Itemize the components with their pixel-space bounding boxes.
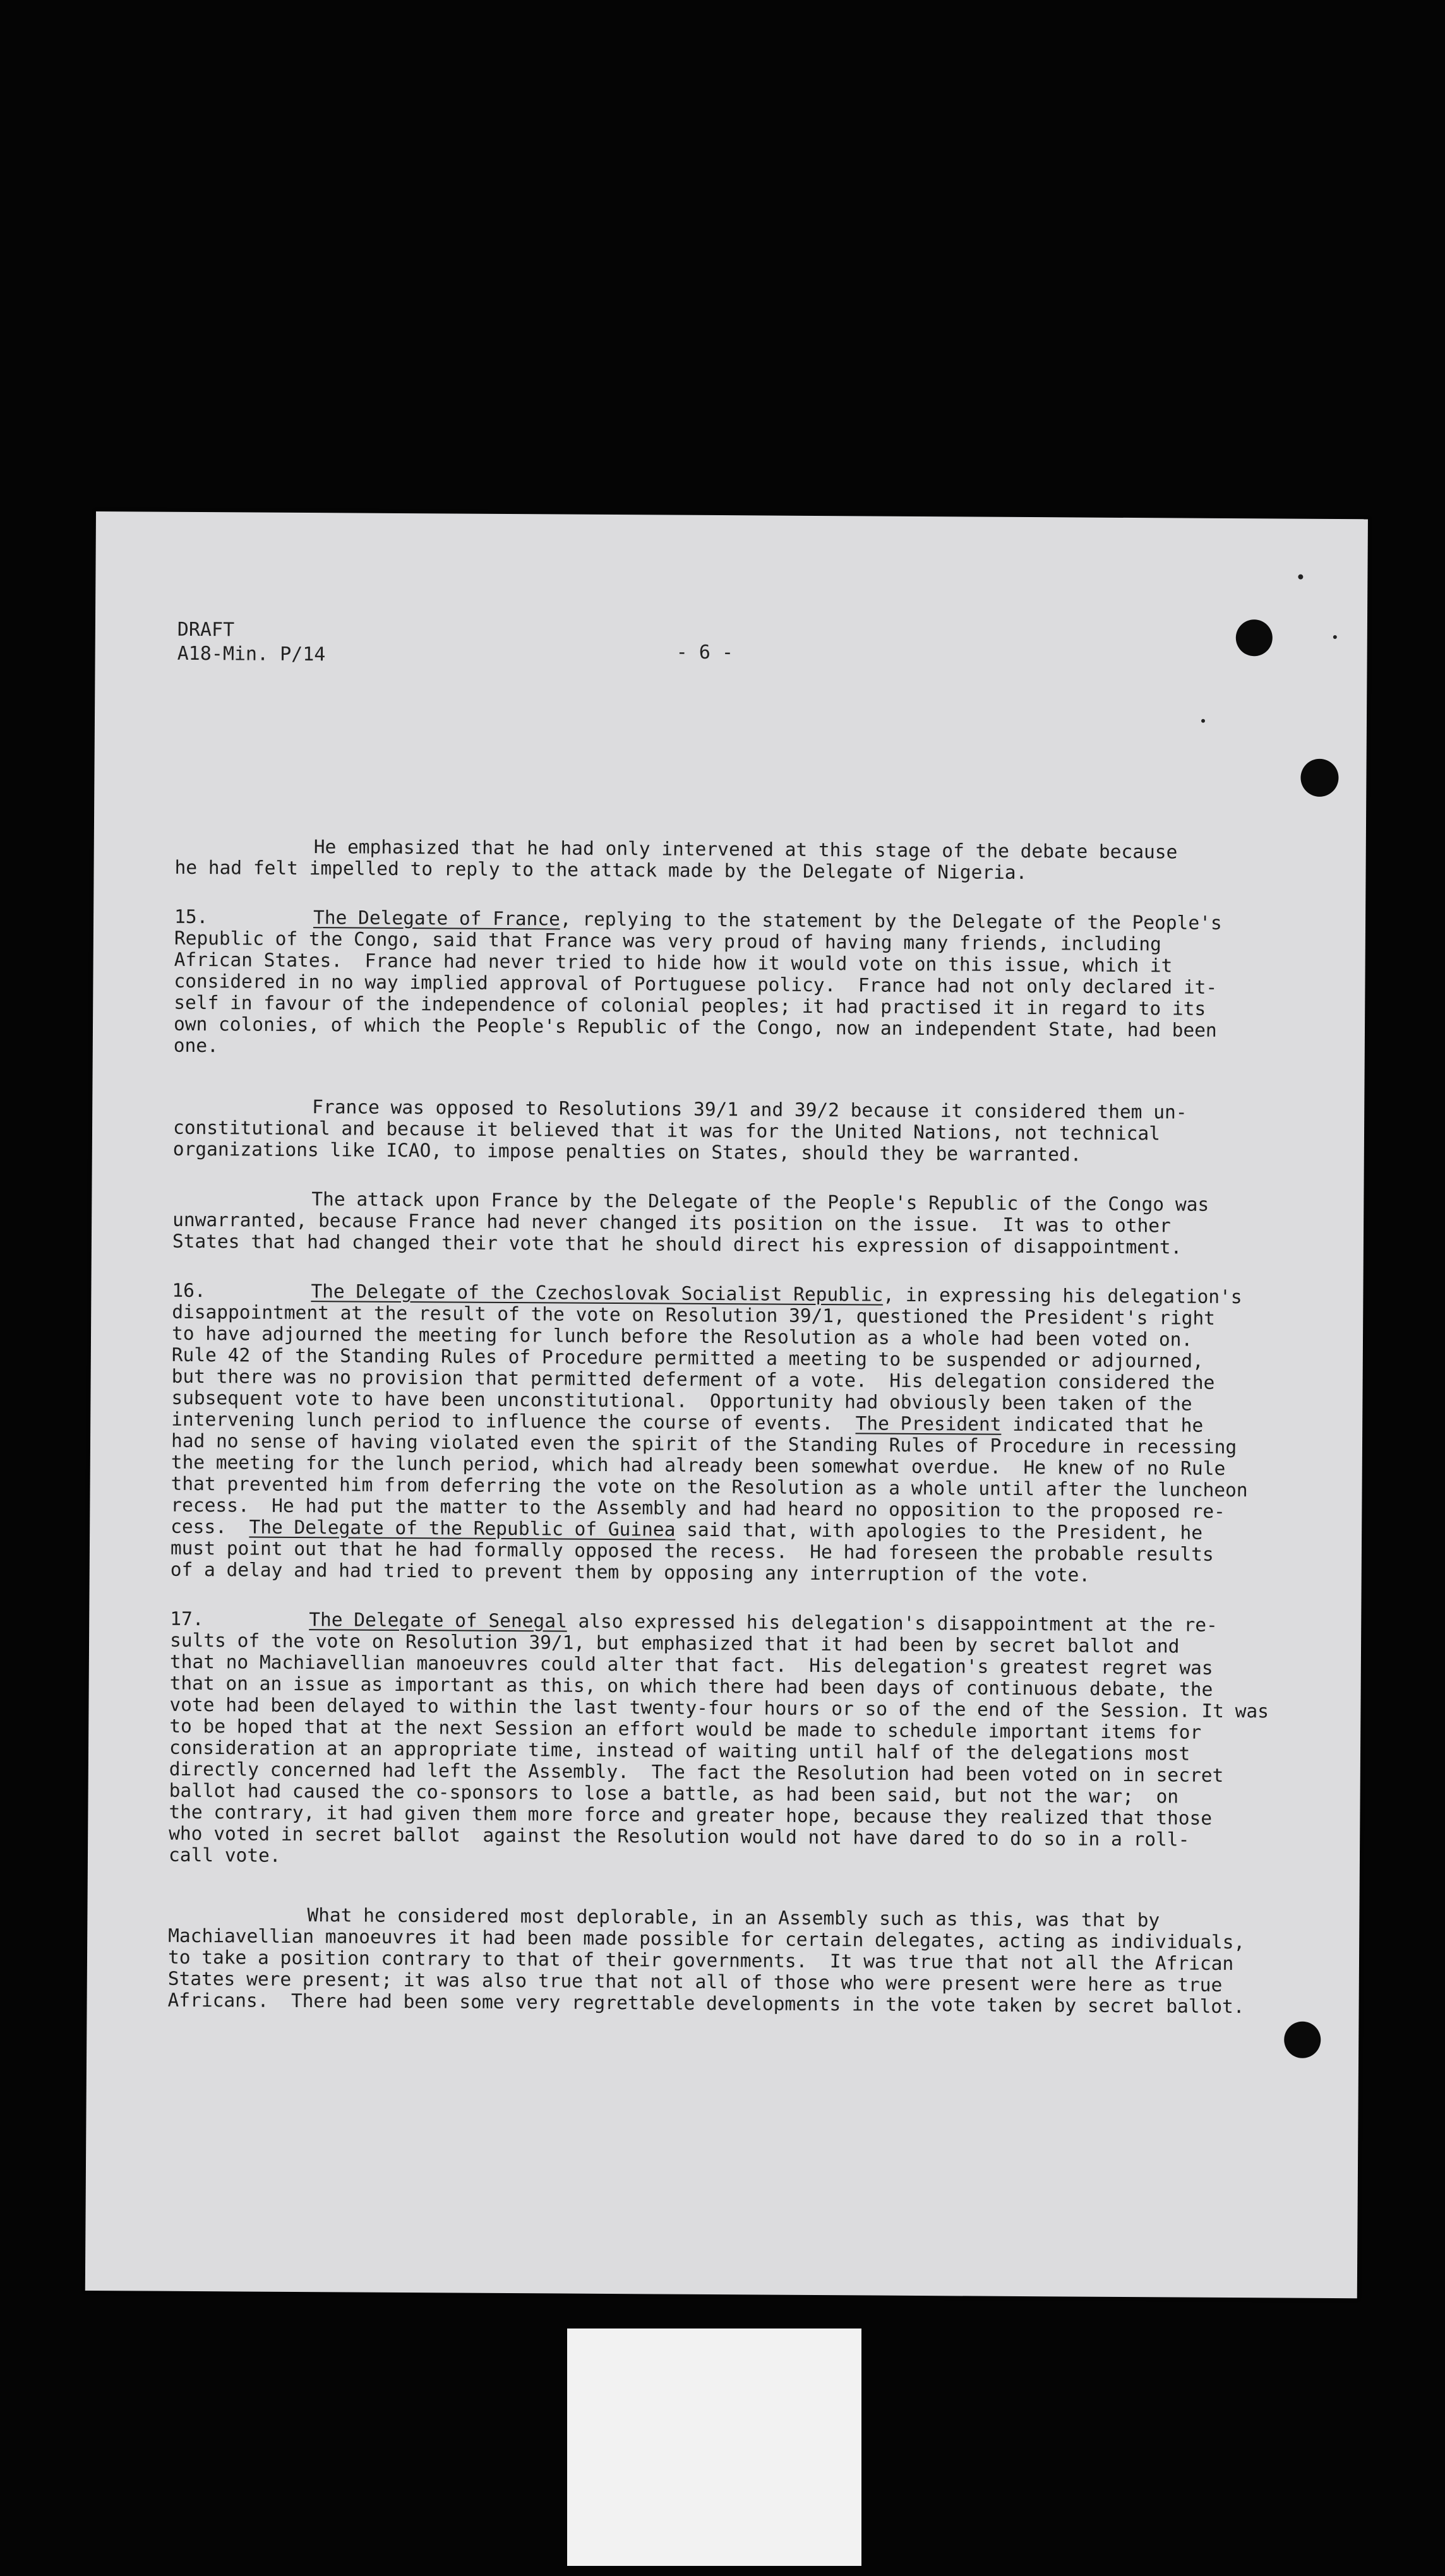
paragraph-15 <box>174 906 1355 1063</box>
text-line: , replying to the statement by the Delegate of the People's <box>560 908 1222 934</box>
text-line: vote had been delayed to within the last twenty-four hours or so of the end of the Session. It was <box>169 1693 1269 1722</box>
paragraph-15b <box>173 1095 1355 1167</box>
text-line: that prevented him from deferring the vote on the Resolution as a whole until after the luncheon <box>171 1472 1248 1501</box>
text-line: to have adjourned the meeting for lunch before the Resolution as a whole had been voted on. <box>171 1322 1193 1351</box>
text-line: had no sense of having violated even the spirit of the Standing Rules of Procedure in recessing <box>171 1429 1237 1458</box>
text-line: he had felt impelled to reply to the attack made by the Delegate of Nigeria. <box>174 856 1028 884</box>
text-line: African States. France had never tried to hide how it would vote on this issue, which it <box>174 948 1173 977</box>
text-line: ballot had caused the co-sponsors to lose a battle, as had been said, but not the war; on <box>169 1779 1179 1808</box>
speck <box>1298 575 1303 580</box>
text-line: own colonies, of which the People's Republic of the Congo, now an independent State, had been <box>173 1013 1217 1041</box>
binder-hole-top <box>1236 619 1273 656</box>
paragraph-number: 17. <box>170 1607 204 1630</box>
text-line: indicated that he <box>1001 1413 1204 1436</box>
text-line: Africans. There had been some very regrettable developments in the vote taken by secret ballot. <box>167 1989 1245 2018</box>
text-line: recess. He had put the matter to the Assembly and had heard no opposition to the proposed re- <box>171 1494 1225 1522</box>
paragraph-17 <box>169 1608 1351 1873</box>
text-line: that on an issue as important as this, on which there had been days of continuous debate, the <box>169 1672 1213 1700</box>
text-line: of a delay and had tried to prevent them by opposing any interruption of the vote. <box>170 1558 1091 1586</box>
text-line: constitutional and because it believed that it was for the United Nations, not technical <box>172 1116 1161 1145</box>
document-reference: A18-Min. P/14 <box>177 642 326 666</box>
text-line: must point out that he had formally opposed the recess. He had foreseen the probable results <box>170 1537 1214 1565</box>
speck <box>1333 635 1337 639</box>
paragraph-16 <box>171 1280 1353 1587</box>
text-line: States that had changed their vote that he should direct his expression of disappointment. <box>172 1230 1182 1258</box>
text-line: unwarranted, because France had never changed its position on the issue. It was to other <box>172 1208 1171 1237</box>
text-line: States were present; it was also true that not all of those who were present were here as true <box>167 1967 1223 1996</box>
document-page <box>85 511 1368 2298</box>
text-line: that no Machiavellian manoeuvres could alter that fact. His delegation's greatest regret was <box>169 1650 1213 1679</box>
text-line: said that, with apologies to the President, he <box>675 1518 1203 1544</box>
text-line: consideration at an appropriate time, instead of waiting until half of the delegations most <box>169 1736 1190 1765</box>
speaker-name: The Delegate of Senegal <box>309 1609 567 1632</box>
text-line: to take a position contrary to that of their governments. It was true that not all the African <box>167 1946 1234 1975</box>
paragraph-17b <box>167 1904 1349 2018</box>
speaker-name: The President <box>855 1412 1002 1435</box>
text-line: the meeting for the lunch period, which had already been somewhat overdue. He knew of no Rule <box>171 1451 1226 1479</box>
text-line: cess. <box>171 1515 249 1538</box>
speaker-name: The Delegate of the Republic of Guinea <box>249 1516 676 1541</box>
text-line: The attack upon France by the Delegate of the People's Republic of the Congo was <box>311 1188 1209 1215</box>
speck <box>1201 719 1205 723</box>
draft-label: DRAFT <box>177 618 235 641</box>
text-line: Republic of the Congo, said that France was very proud of having many friends, including <box>174 927 1161 955</box>
text-line: He emphasized that he had only intervened at this stage of the debate because <box>313 836 1178 863</box>
text-line: self in favour of the independence of colonial peoples; it had practised it in regard to its <box>174 991 1206 1020</box>
text-line: organizations like ICAO, to impose penalties on States, should they be warranted. <box>172 1138 1082 1166</box>
blank-card <box>567 2329 861 2566</box>
minutes-body <box>167 835 1356 2046</box>
text-line: France was opposed to Resolutions 39/1 and 39/2 because it considered them un- <box>312 1096 1187 1123</box>
text-line: considered in no way implied approval of Portuguese policy. France had not only declared it- <box>174 970 1218 998</box>
speaker-name: The Delegate of the Czechoslovak Socialist Republic <box>311 1280 884 1306</box>
text-line: one. <box>173 1034 219 1057</box>
paragraph-number: 15. <box>174 905 208 928</box>
text-line: Machiavellian manoeuvres it had been made possible for certain delegates, acting as individuals, <box>168 1924 1245 1953</box>
text-line: who voted in secret ballot against the Resolution would not have dared to do so in a roll- <box>169 1822 1190 1851</box>
text-line: Rule 42 of the Standing Rules of Procedure permitted a meeting to be suspended or adjourned, <box>171 1344 1204 1372</box>
paragraph-15c <box>172 1188 1354 1259</box>
text-line: What he considered most deplorable, in an Assembly such as this, was that by <box>307 1904 1160 1931</box>
text-line: subsequent vote to have been unconstitutional. Opportunity had obviously been taken of the <box>171 1386 1192 1415</box>
text-line: , in expressing his delegation's <box>883 1284 1242 1308</box>
text-line: but there was no provision that permitted deferment of a vote. His delegation considered the <box>171 1365 1215 1393</box>
paragraph-number: 16. <box>172 1279 206 1302</box>
text-line: sults of the vote on Resolution 39/1, but emphasized that it had been by secret ballot and <box>169 1629 1180 1657</box>
text-line: intervening lunch period to influence the course of events. <box>171 1408 834 1434</box>
text-line: the contrary, it had given them more force and greater hope, because they realized that those <box>169 1801 1213 1829</box>
text-line: also expressed his delegation's disappointment at the re- <box>567 1610 1218 1636</box>
speaker-name: The Delegate of France <box>313 907 560 930</box>
page-number: - 6 - <box>676 641 734 664</box>
text-line: directly concerned had left the Assembly. The fact the Resolution had been voted on in secret <box>169 1758 1224 1786</box>
text-line: disappointment at the result of the vote on Resolution 39/1, questioned the President's right <box>172 1301 1216 1329</box>
binder-hole-middle <box>1300 759 1338 797</box>
text-line: to be hoped that at the next Session an effort would be made to schedule important items for <box>169 1715 1202 1743</box>
text-line: call vote. <box>168 1844 281 1866</box>
header-block <box>177 618 326 667</box>
paragraph-intro <box>174 835 1355 885</box>
